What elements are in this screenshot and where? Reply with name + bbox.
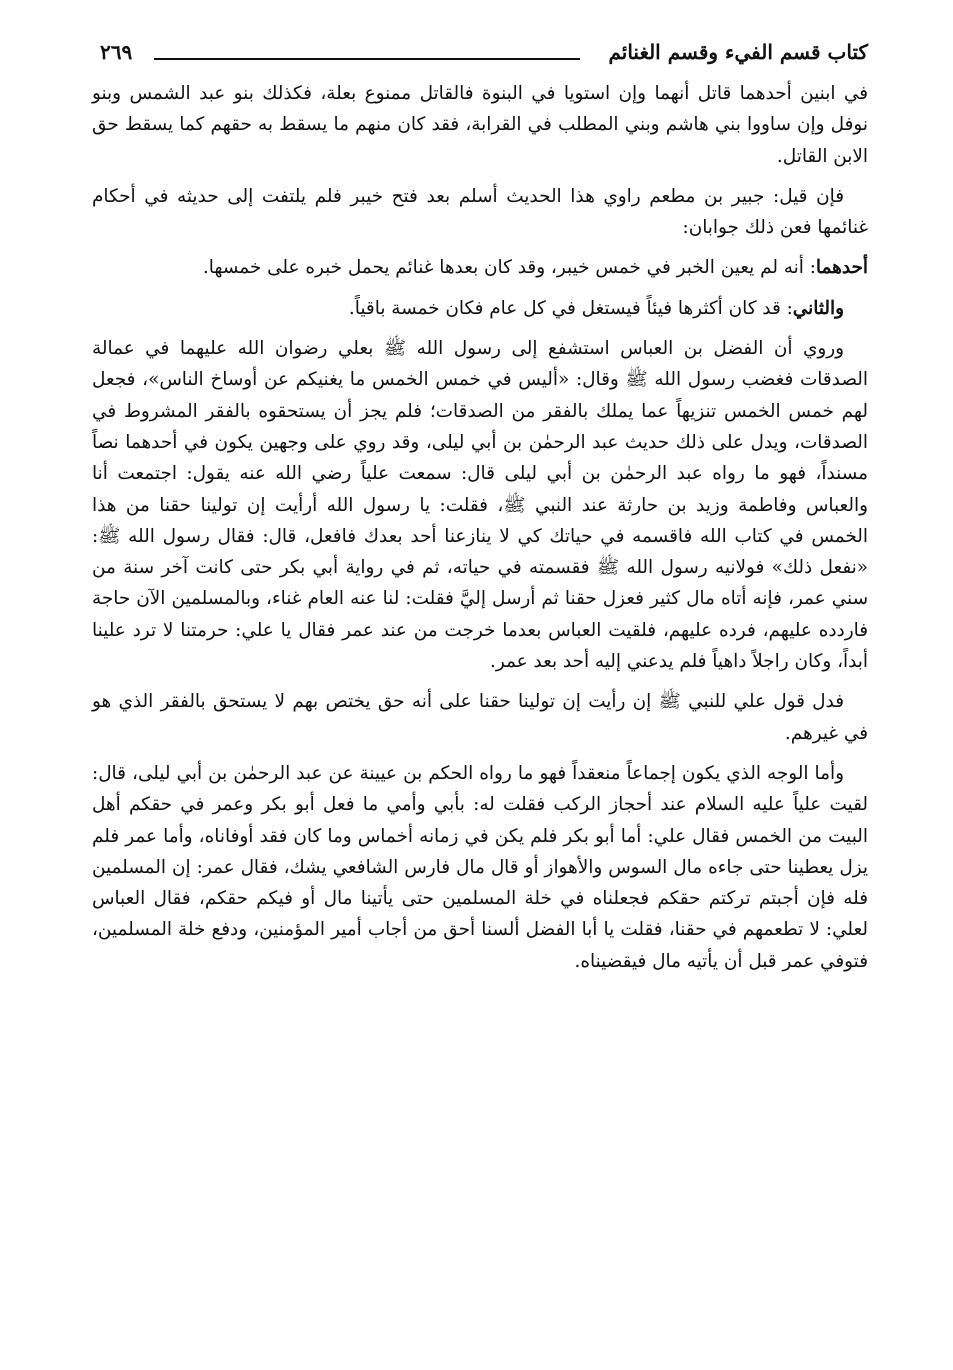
paragraph-4-term: والثاني	[792, 297, 844, 319]
paragraph-5: وروي أن الفضل بن العباس استشفع إلى رسول الله ﷺ بعلي رضوان الله عليهما في عمالة الصدقات فغضب رسول الله ﷺ وقال: «أليس في خمس الخمس ما يغنيكم عن أوساخ الناس»، فجعل لهم خمس الخمس تنزيهاً عما يملك بالفقر من الصدقات؛ فلم يجز أن يستحقوه بالفقر المشروط في الصدقات، ويدل على ذلك حديث عبد الرحمٰن بن أبي ليلى، وقد روي على وجهين يكون في أحدهما نصاً مسنداً، فهو ما رواه عبد الرحمٰن بن أبي ليلى قال: سمعت علياً رضي الله عنه يقول: اجتمعت أنا والعباس وفاطمة وزيد بن حارثة عند النبي ﷺ، فقلت: يا رسول الله أرأيت إن تولينا حقنا من هذا الخمس في كتاب الله فاقسمه في حياتك كي لا ينازعنا أحد بعدك فافعل، قال: فقال رسول الله ﷺ: «نفعل ذلك» فولانيه رسول الله ﷺ فقسمته في حياته، ثم في رواية أبي بكر حتى كانت آخر سنة من سني عمر، فإنه أتاه مال كثير فعزل حقنا ثم أرسل إليَّ فقلت: لنا عنه العام غناء، وبالمسلمين الآن حاجة فاردده عليهم، فرده عليهم، فلقيت العباس بعدما خرجت من عند عمر فقال يا علي: حرمتنا لا ترد علينا أبداً، وكان راجلاً داهياً فلم يدعني إليه أحد بعد عمر.	[92, 338, 868, 673]
paragraph-7: وأما الوجه الذي يكون إجماعاً منعقداً فهو ما رواه الحكم بن عيينة عن عبد الرحمٰن بن أبي ليلى، قال: لقيت علياً عليه السلام عند أحجاز الركب فقلت له: بأبي وأمي ما فعل أبو بكر وعمر في حقكم أهل البيت من الخمس فقال علي: أما أبو بكر فلم يكن في زمانه أخماس وما كان فقد أوفاناه، وأما عمر فلم يزل يعطينا حتى جاءه مال السوس والأهواز أو قال مال فارس الشافعي يشك، فقال عمر: إن المسلمين فله فإن أجبتم تركتم حقكم فجعلناه في خلة المسلمين حتى يأتينا مال أو فيكم حقكم، فقال العباس لعلي: لا تطعمهم في حقنا، فقلت يا أبا الفضل ألسنا أحق من أجاب أمير المؤمنين، ودفع خلة المسلمين، فتوفي عمر قبل أن يأتيه مال فيقضيناه.	[92, 762, 868, 972]
paragraph-3-text: : أنه لم يعين الخبر في خمس خيبر، وقد كان بعدها غنائم يحمل خبره على خمسها.	[202, 257, 816, 279]
paragraph-2: فإن قيل: جبير بن مطعم راوي هذا الحديث أسلم بعد فتح خيبر فلم يلتفت إلى حديثه في أحكام غنائمها فعن ذلك جوابان:	[92, 185, 868, 239]
paragraph-4	[92, 293, 868, 324]
running-title: كتاب قسم الفيء وقسم الغنائم	[608, 40, 868, 64]
body-text	[92, 78, 868, 977]
book-page	[92, 28, 868, 986]
page-header	[92, 28, 868, 72]
paragraph-3	[92, 252, 868, 283]
paragraph-4-text: : قد كان أكثرها فيئاً فيستغل في كل عام فكان خمسة باقياً.	[348, 297, 793, 319]
header-rule	[154, 58, 580, 60]
page-number: ٢٦٩	[100, 40, 133, 64]
paragraph-6: فدل قول علي للنبي ﷺ إن رأيت إن تولينا حقنا على أنه حق يختص بهم لا يستحق بالفقر الذي هو في غيرهم.	[92, 691, 868, 744]
paragraph-1: في ابنين أحدهما قاتل أنهما وإن استويا في البنوة فالقاتل ممنوع بعلة، فكذلك بنو عبد الشمس وبنو نوفل وإن ساووا بني هاشم وبني المطلب في القرابة، فقد كان منهم ما يسقط به حقهم كما يسقط حق الابن القاتل.	[92, 83, 868, 167]
paragraph-3-term: أحدهما	[815, 257, 868, 279]
